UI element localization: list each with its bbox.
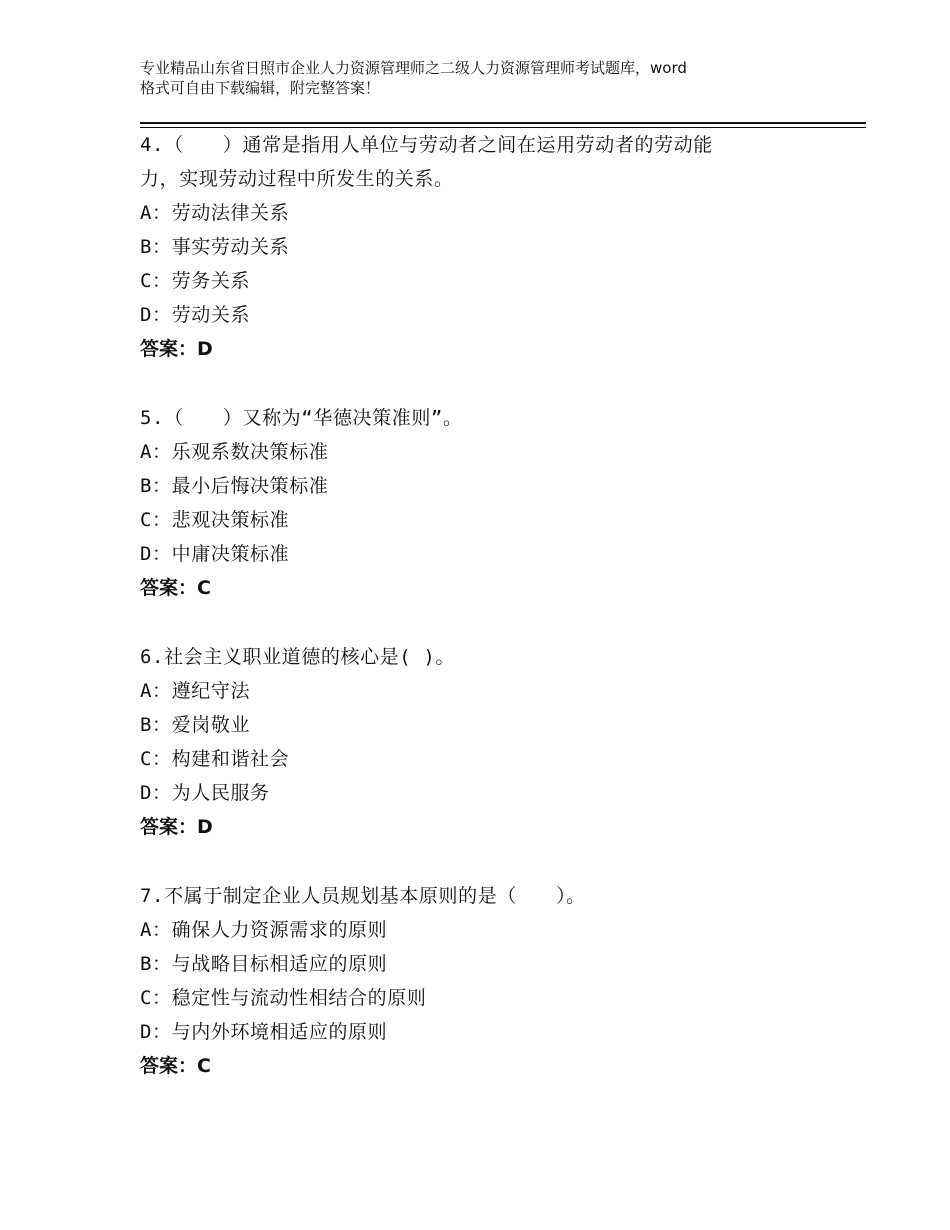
question-stem: 6.社会主义职业道德的核心是( )。: [140, 646, 455, 668]
option-c: C：劳务关系: [140, 270, 251, 292]
question-spacer: [140, 366, 840, 401]
option-d: D：劳动关系: [140, 304, 251, 326]
option-b: B：与战略目标相适应的原则: [140, 953, 388, 975]
option-d: D：与内外环境相适应的原则: [140, 1021, 388, 1043]
option-d: D：中庸决策标准: [140, 543, 290, 565]
question-5: [140, 401, 840, 605]
document-header: [140, 58, 840, 98]
option-c: C：稳定性与流动性相结合的原则: [140, 987, 427, 1009]
question-spacer: [140, 605, 840, 640]
option-a: A：遵纪守法: [140, 680, 251, 702]
question-list: [140, 128, 840, 1083]
answer-line: 答案：C: [140, 1055, 211, 1077]
header-rule-thick: [140, 122, 866, 124]
option-a: A：乐观系数决策标准: [140, 441, 329, 463]
option-b: B：爱岗敬业: [140, 714, 251, 736]
question-stem-continued: 力，实现劳动过程中所发生的关系。: [140, 168, 454, 190]
option-c: C：悲观决策标准: [140, 509, 290, 531]
option-a: A：劳动法律关系: [140, 202, 290, 224]
question-stem: 4.（ ）通常是指用人单位与劳动者之间在运用劳动者的劳动能: [140, 134, 713, 156]
answer-line: 答案：D: [140, 338, 213, 360]
answer-line: 答案：C: [140, 577, 211, 599]
option-b: B：事实劳动关系: [140, 236, 290, 258]
option-a: A：确保人力资源需求的原则: [140, 919, 388, 941]
header-line-2: 格式可自由下载编辑，附完整答案！: [140, 79, 381, 97]
question-4: [140, 128, 840, 366]
question-6: [140, 640, 840, 844]
option-c: C：构建和谐社会: [140, 748, 290, 770]
option-d: D：为人民服务: [140, 782, 270, 804]
header-line-1: 专业精品山东省日照市企业人力资源管理师之二级人力资源管理师考试题库，word: [140, 59, 687, 77]
question-stem: 5.（ ）又称为“华德决策准则”。: [140, 407, 463, 429]
option-b: B：最小后悔决策标准: [140, 475, 329, 497]
question-7: [140, 879, 840, 1083]
question-spacer: [140, 844, 840, 879]
answer-line: 答案：D: [140, 816, 213, 838]
question-stem: 7.不属于制定企业人员规划基本原则的是（ ）。: [140, 885, 586, 907]
